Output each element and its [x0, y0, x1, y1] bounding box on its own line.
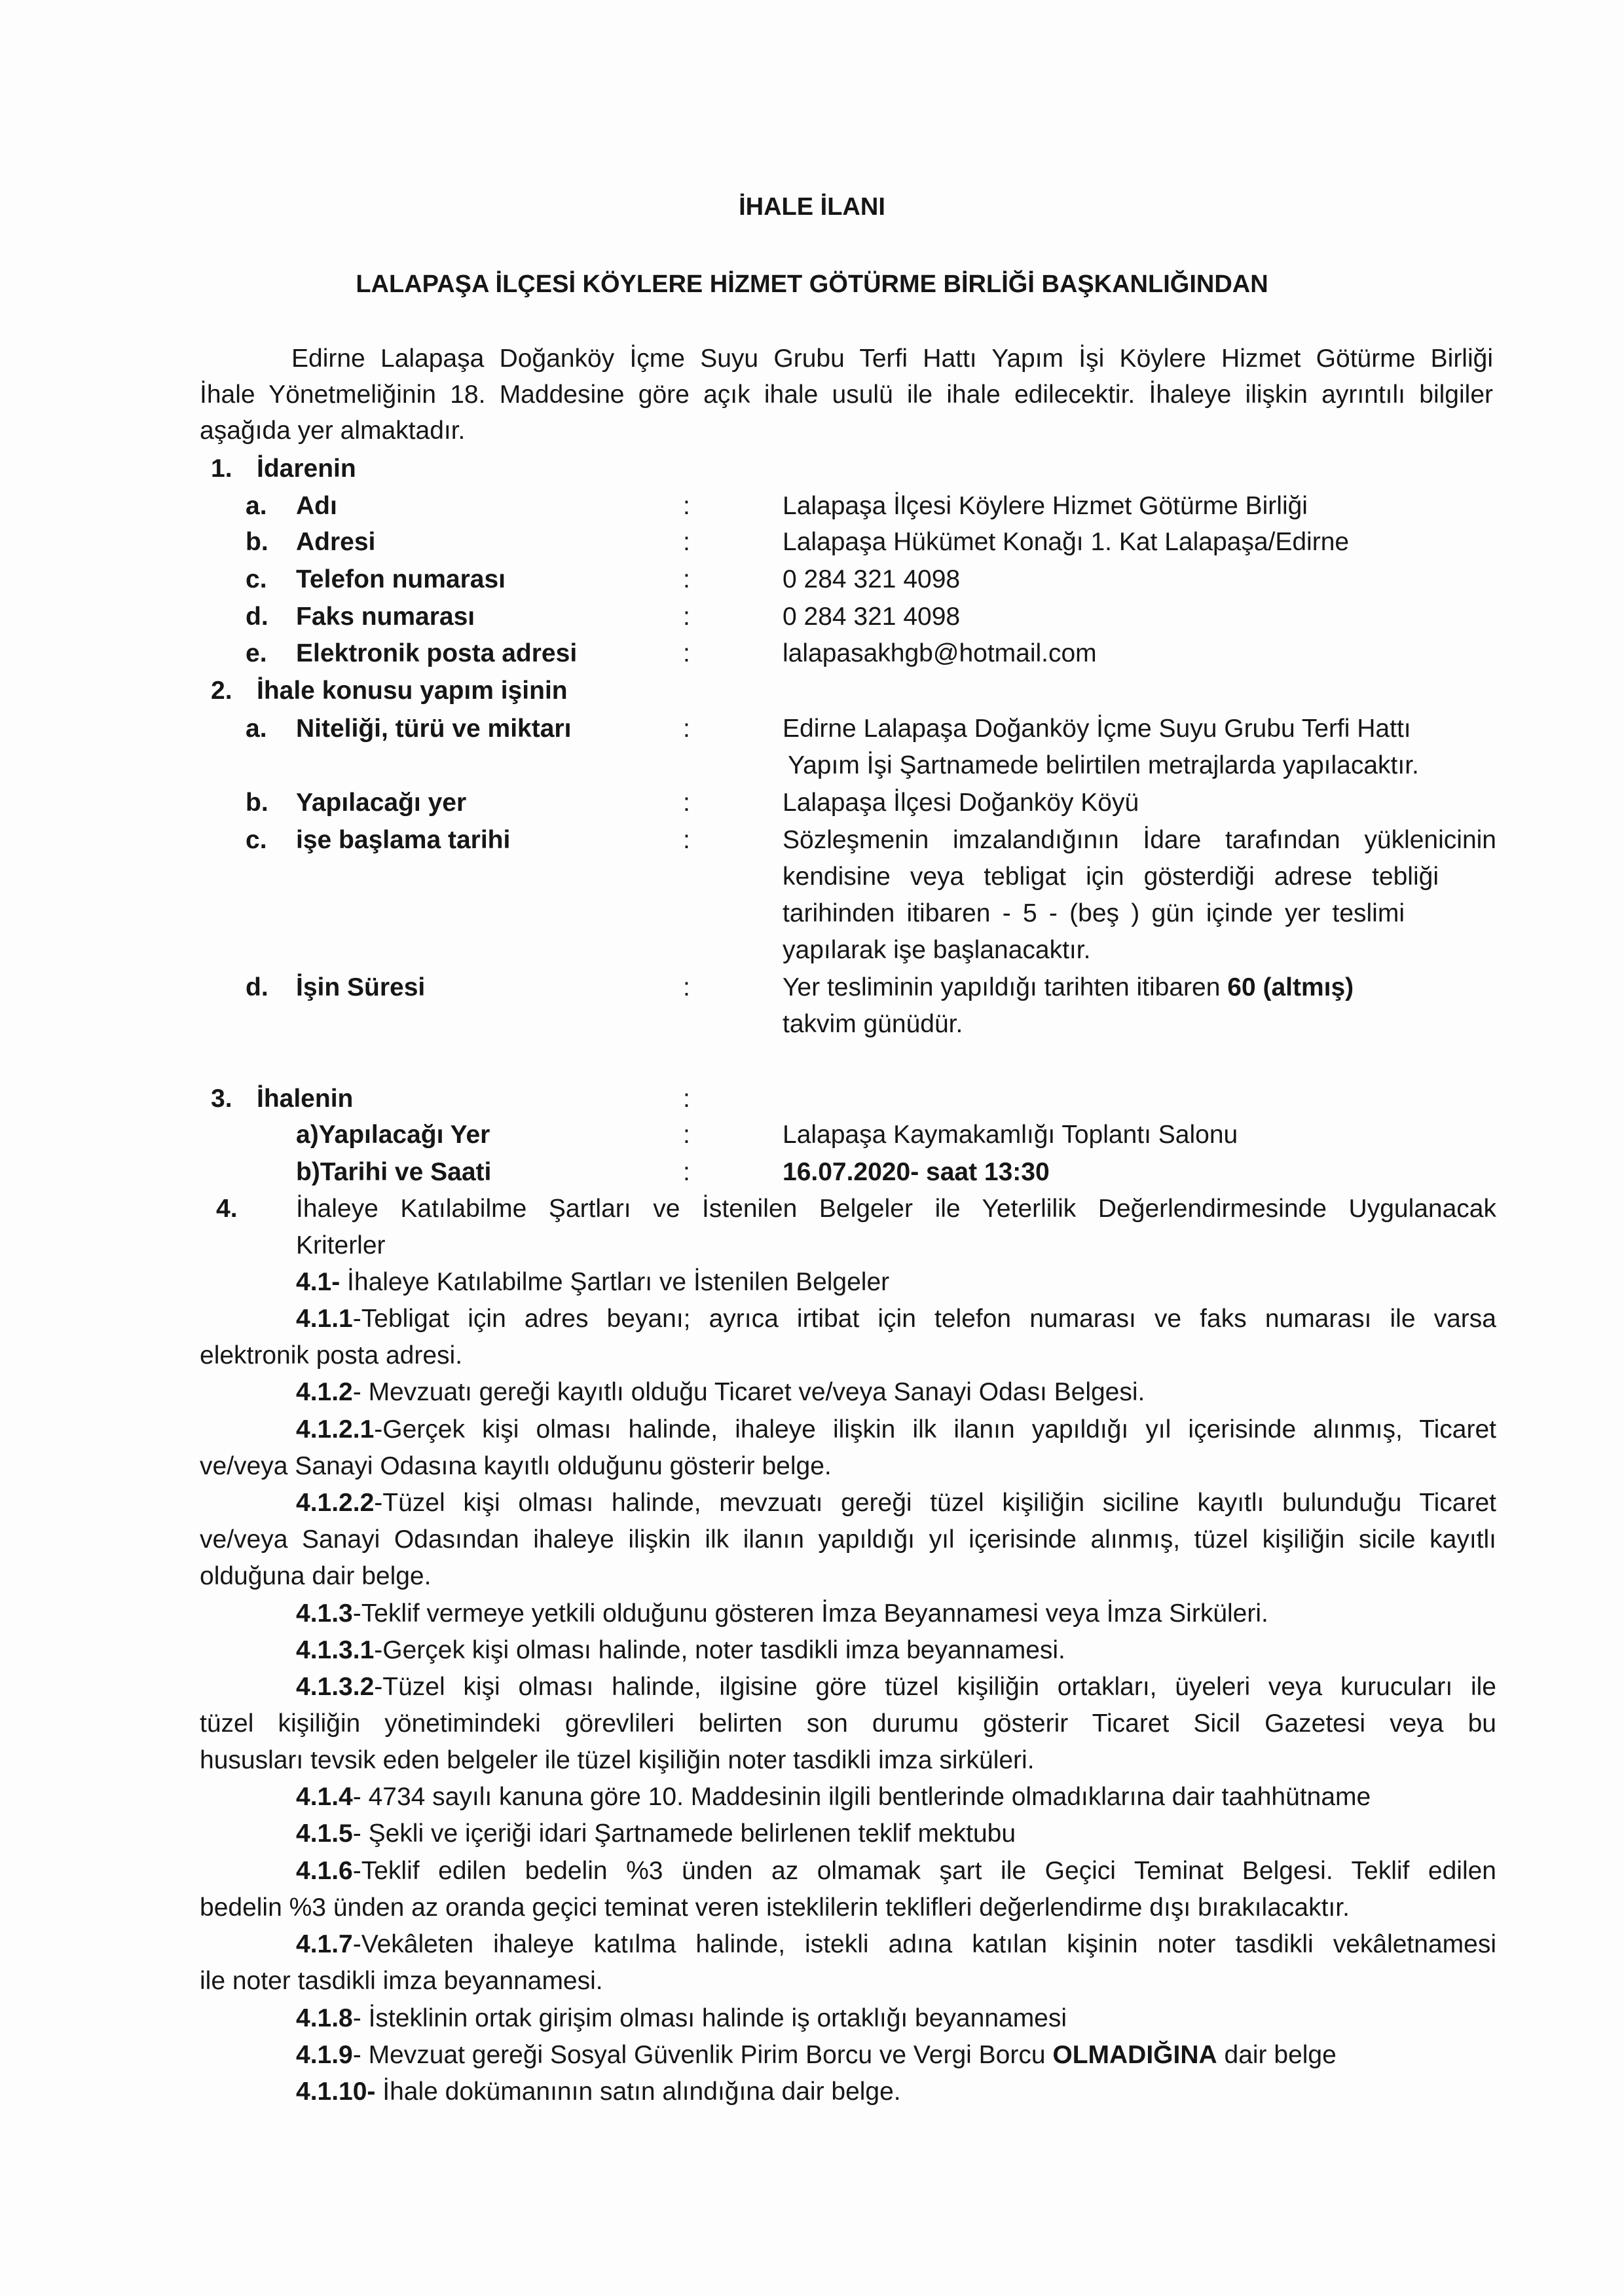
item-emphasis: OLMADIĞINA	[1052, 2041, 1217, 2069]
item-text: -Tebligat için adres beyanı; ayrıca irtibat için telefon numarası ve faks numarası ile varsa	[352, 1305, 1496, 1333]
item-number: 4.1.5	[296, 1819, 353, 1848]
row-value: Lalapaşa Hükümet Konağı 1. Kat Lalapaşa/Edirne	[783, 528, 1350, 556]
row-value-cont: kendisine veya tebligat için gösterdiği adrese tebliği	[783, 863, 1439, 891]
intro-line-1: Edirne Lalapaşa Doğanköy İçme Suyu Grubu Terfi Hattı Yapım İşi Köylere Hizmet Götürme Birliği	[291, 345, 1493, 373]
row-value-cont: takvim günüdür.	[783, 1010, 963, 1038]
row-colon: :	[683, 639, 690, 667]
date-label: b)Tarihi ve Saati	[296, 1158, 492, 1186]
row-letter: d.	[246, 973, 268, 1001]
duration-days: 60 (altmış)	[1227, 973, 1354, 1001]
item-number: 4.1.1	[296, 1305, 353, 1333]
intro-line-2: İhale Yönetmeliğinin 18. Maddesine göre açık ihale usulü ile ihale edilecektir. İhaleye ilişkin ayrıntılı bilgiler	[200, 381, 1493, 409]
item-number: 4.1.2.1	[296, 1415, 375, 1444]
duration-text: Yer tesliminin yapıldığı tarihten itibaren	[783, 973, 1228, 1001]
venue-label: a)Yapılacağı Yer	[296, 1121, 490, 1149]
item-text: - Mevzuat gereği Sosyal Güvenlik Pirim Borcu ve Vergi Borcu	[352, 2041, 1053, 2069]
row-value: 0 284 321 4098	[783, 565, 961, 593]
section-4-heading: İhaleye Katılabilme Şartları ve İstenilen Belgeler ile Yeterlilik Değerlendirmesinde Uygulanacak	[296, 1195, 1496, 1223]
item-4-1-1	[296, 1301, 1496, 1337]
item-text-cont: ile noter tasdikli imza beyannamesi.	[200, 1967, 603, 1995]
section-2-heading: İhale konusu yapım işinin	[257, 677, 568, 705]
section-1-heading: İdarenin	[257, 455, 356, 483]
section-2-number: 2.	[211, 677, 232, 705]
item-4-1-9	[296, 2037, 1337, 2074]
item-number: 4.1.3	[296, 1599, 353, 1628]
row-colon: :	[683, 528, 690, 556]
row-label: Adresi	[296, 528, 376, 556]
item-number: 4.1.3.2	[296, 1673, 375, 1701]
document-subtitle: LALAPAŞA İLÇESİ KÖYLERE HİZMET GÖTÜRME BİRLİĞİ BAŞKANLIĞINDAN	[356, 271, 1268, 298]
item-4-1-3	[296, 1595, 1268, 1632]
row-colon: :	[683, 1121, 690, 1149]
item-text-cont: hususları tevsik eden belgeler ile tüzel kişiliğin noter tasdikli imza sirküleri.	[200, 1746, 1035, 1774]
row-value: Sözleşmenin imzalandığının İdare tarafından yüklenicinin	[783, 826, 1496, 854]
row-letter: a.	[246, 492, 267, 520]
row-letter: b.	[246, 789, 268, 817]
item-text: İhale dokümanının satın alındığına dair belge.	[375, 2078, 901, 2106]
row-value: lalapasakhgb@hotmail.com	[783, 639, 1097, 667]
item-number: 4.1.6	[296, 1857, 353, 1885]
row-letter: d.	[246, 603, 268, 631]
item-4-1	[296, 1264, 889, 1301]
row-colon: :	[683, 603, 690, 631]
item-number: 4.1.9	[296, 2041, 353, 2069]
row-colon: :	[683, 826, 690, 854]
row-colon: :	[683, 1158, 690, 1186]
row-label: Niteliği, türü ve miktarı	[296, 715, 572, 743]
item-number: 4.1.3.1	[296, 1636, 375, 1664]
row-colon: :	[683, 565, 690, 593]
item-4-1-10	[296, 2074, 901, 2110]
row-letter: c.	[246, 565, 267, 593]
row-value-cont: yapılarak işe başlanacaktır.	[783, 936, 1091, 964]
row-value: 0 284 321 4098	[783, 603, 961, 631]
row-label: Yapılacağı yer	[296, 789, 467, 817]
item-text: İhaleye Katılabilme Şartları ve İstenilen Belgeler	[340, 1268, 890, 1296]
row-colon: :	[683, 1085, 690, 1113]
row-label: işe başlama tarihi	[296, 826, 511, 854]
item-number: 4.1.7	[296, 1930, 353, 1958]
row-value	[783, 969, 1354, 1006]
section-4-number: 4.	[216, 1195, 238, 1223]
item-number: 4.1.4	[296, 1783, 353, 1811]
item-number: 4.1.8	[296, 2004, 353, 2032]
item-text: - Mevzuatı gereği kayıtlı olduğu Ticaret ve/veya Sanayi Odası Belgesi.	[352, 1378, 1145, 1406]
row-colon: :	[683, 789, 690, 817]
item-4-1-2-1	[296, 1411, 1496, 1448]
venue-value: Lalapaşa Kaymakamlığı Toplantı Salonu	[783, 1121, 1238, 1149]
row-label: Telefon numarası	[296, 565, 506, 593]
row-value: Lalapaşa İlçesi Köylere Hizmet Götürme Birliği	[783, 492, 1308, 520]
item-text-cont: elektronik posta adresi.	[200, 1341, 463, 1370]
row-value: Lalapaşa İlçesi Doğanköy Köyü	[783, 789, 1139, 817]
item-text: -Gerçek kişi olması halinde, noter tasdikli imza beyannamesi.	[374, 1636, 1065, 1664]
row-value-cont: tarihinden itibaren - 5 - (beş ) gün içinde yer teslimi	[783, 899, 1405, 927]
item-text: - İsteklinin ortak girişim olması halinde iş ortaklığı beyannamesi	[352, 2004, 1067, 2032]
item-4-1-2	[296, 1374, 1145, 1411]
item-text-cont: bedelin %3 ünden az oranda geçici teminat veren isteklilerin teklifleri değerlendirme dışı bırakılacaktır.	[200, 1894, 1350, 1922]
item-number: 4.1.2	[296, 1378, 353, 1406]
item-4-1-8	[296, 2000, 1067, 2037]
item-4-1-5	[296, 1816, 1016, 1852]
item-number: 4.1.10-	[296, 2078, 376, 2106]
row-letter: b.	[246, 528, 268, 556]
row-label: Adı	[296, 492, 337, 520]
intro-line-3: aşağıda yer almaktadır.	[200, 417, 466, 445]
item-4-1-3-1	[296, 1632, 1065, 1669]
row-label: Elektronik posta adresi	[296, 639, 578, 667]
item-4-1-2-2	[296, 1485, 1496, 1521]
section-1-number: 1.	[211, 455, 232, 483]
section-3-number: 3.	[211, 1085, 232, 1113]
section-3-heading: İhalenin	[257, 1085, 354, 1113]
row-letter: c.	[246, 826, 267, 854]
item-4-1-6	[296, 1853, 1496, 1890]
section-4-heading-cont: Kriterler	[296, 1231, 386, 1259]
item-text: -Tüzel kişi olması halinde, ilgisine göre tüzel kişiliğin ortakları, üyeleri veya kurucuları ile	[374, 1673, 1496, 1701]
item-text-cont: tüzel kişiliğin yönetimindeki görevlileri belirten son durumu gösterir Ticaret Sicil Gazetesi veya bu	[200, 1709, 1496, 1738]
row-colon: :	[683, 492, 690, 520]
item-text-cont: ve/veya Sanayi Odasından ihaleye ilişkin ilk ilanın yapıldığı yıl içerisinde alınmış, tüzel kişiliğin sicile kayıtlı	[200, 1525, 1496, 1554]
item-text-end: dair belge	[1217, 2041, 1337, 2069]
row-letter: a.	[246, 715, 267, 743]
item-4-1-3-2	[296, 1669, 1496, 1706]
row-colon: :	[683, 973, 690, 1001]
item-4-1-7	[296, 1926, 1496, 1963]
item-4-1-4	[296, 1779, 1371, 1816]
item-number: 4.1-	[296, 1268, 341, 1296]
item-text-cont: ve/veya Sanayi Odasına kayıtlı olduğunu gösterir belge.	[200, 1452, 832, 1480]
item-text: - 4734 sayılı kanuna göre 10. Maddesinin ilgili bentlerinde olmadıklarına dair taahhütname	[352, 1783, 1371, 1811]
item-number: 4.1.2.2	[296, 1489, 375, 1517]
row-value: Edirne Lalapaşa Doğanköy İçme Suyu Grubu Terfi Hattı	[783, 715, 1411, 743]
row-colon: :	[683, 715, 690, 743]
item-text: -Gerçek kişi olması halinde, ihaleye ilişkin ilk ilanın yapıldığı yıl içerisinde alınmış, Ticaret	[374, 1415, 1496, 1444]
item-text: -Teklif vermeye yetkili olduğunu gösteren İmza Beyannamesi veya İmza Sirküleri.	[352, 1599, 1268, 1628]
item-text: -Teklif edilen bedelin %3 ünden az olmamak şart ile Geçici Teminat Belgesi. Teklif edilen	[352, 1857, 1496, 1885]
row-letter: e.	[246, 639, 267, 667]
date-value: 16.07.2020- saat 13:30	[783, 1158, 1050, 1186]
item-text: -Tüzel kişi olması halinde, mevzuatı gereği tüzel kişiliğin siciline kayıtlı bulunduğu Ticaret	[374, 1489, 1496, 1517]
item-text: - Şekli ve içeriği idari Şartnamede belirlenen teklif mektubu	[352, 1819, 1016, 1848]
row-value-cont: Yapım İşi Şartnamede belirtilen metrajlarda yapılacaktır.	[788, 751, 1419, 779]
document-title: İHALE İLANI	[739, 193, 885, 221]
item-text: -Vekâleten ihaleye katılma halinde, istekli adına katılan kişinin noter tasdikli vekâletnamesi	[352, 1930, 1496, 1958]
row-label: İşin Süresi	[296, 973, 426, 1001]
item-text-cont: olduğuna dair belge.	[200, 1562, 432, 1590]
row-label: Faks numarası	[296, 603, 475, 631]
